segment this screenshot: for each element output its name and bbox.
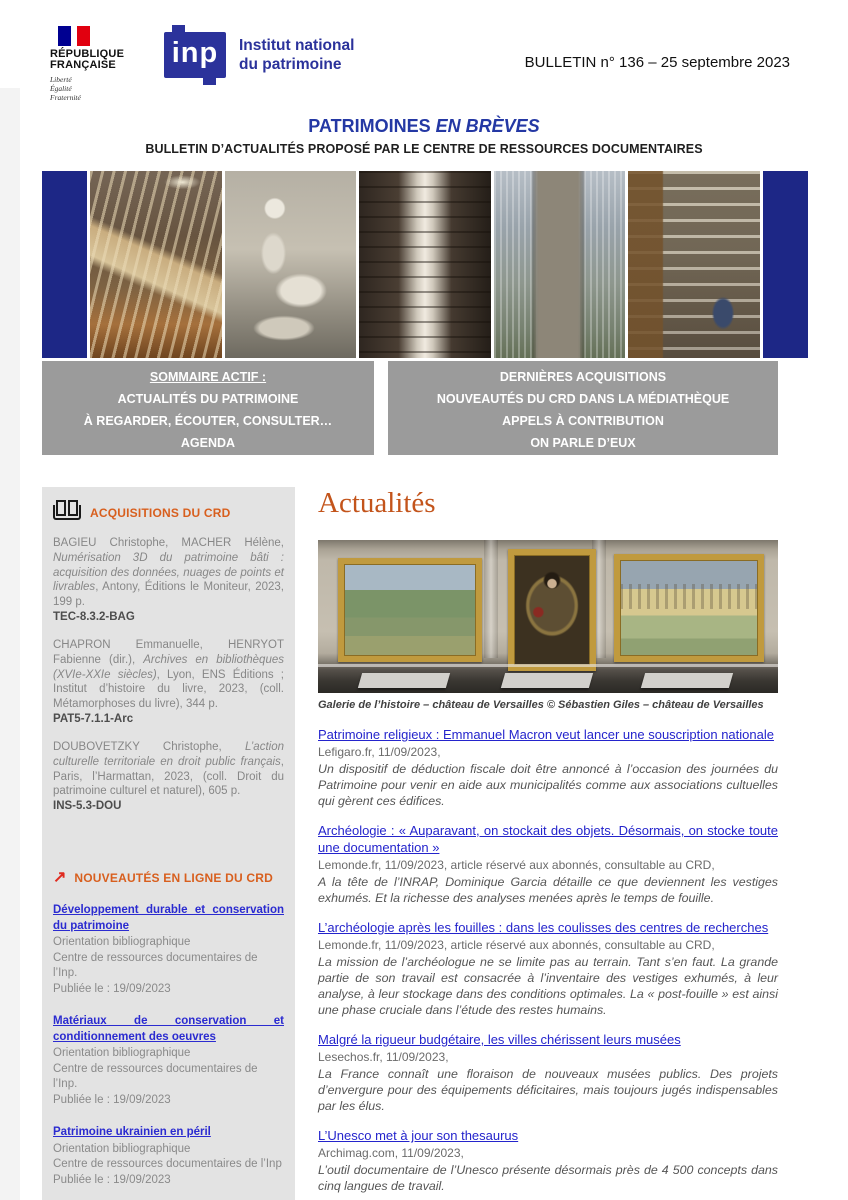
header [0,0,848,102]
display-lectern [358,673,450,688]
article-source: Lemonde.fr, 11/09/2023, article réservé aux abonnés, consultable au CRD, [318,858,715,872]
motto-text: Liberté Égalité Fraternité [50,75,81,102]
photo-conservation-workshop [628,171,760,358]
online-resource-link[interactable]: Patrimoine ukrainien en péril [53,1126,211,1139]
article-link[interactable]: Archéologie : « Auparavant, on stockait des objets. Désormais, on stocke toute une documentation » [318,823,778,855]
photo-archive-shelves [359,171,491,358]
article-source: Lefigaro.fr, 11/09/2023, [318,745,441,759]
resource-org: Centre de ressources documentaires de l’Inp. [53,951,258,980]
photo-strip [42,171,808,358]
wall-pilaster [484,540,498,658]
article-summary: La France connaît une floraison de nouveaux musées publics. Des projets d’envergure pour des équipements déficitaires, mais toujours jugés indispensables par les élus. [318,1067,778,1113]
resource-org: Centre de ressources documentaires de l’Inp [53,1158,282,1171]
article-summary: L’outil documentaire de l’Unesco présente désormais près de 4 500 concepts dans cinq langues de travail. [318,1163,778,1193]
resource-org: Centre de ressources documentaires de l’Inp. [53,1062,258,1091]
toc-item-nouveautes[interactable]: NOUVEAUTÉS DU CRD DANS LA MÉDIATHÈQUE [436,392,730,406]
page-title: Actualités [318,487,436,519]
french-flag-icon [58,26,90,46]
main-column [318,487,778,1200]
strip-left-bar [42,171,87,358]
newsletter-subtitle: BULLETIN D’ACTUALITÉS PROPOSÉ PAR LE CENTRE DE RESSOURCES DOCUMENTAIRES [145,142,703,156]
toc-item-onparle[interactable]: ON PARLE D’EUX [530,436,636,450]
table-of-contents [42,361,778,455]
resource-type: Orientation bibliographique [53,1142,191,1155]
open-book-icon [53,505,81,520]
painting-royal-portrait [508,549,596,671]
inp-logo-block [164,32,354,78]
article [318,822,778,906]
masthead [0,116,848,156]
online-resource-link[interactable]: Développement durable et conservation du patrimoine [53,904,284,932]
article-link[interactable]: L’Unesco met à jour son thesaurus [318,1128,519,1143]
toc-item-agenda[interactable]: AGENDA [180,436,236,450]
resource-date: Publiée le : 19/09/2023 [53,982,171,995]
toc-item-appels[interactable]: APPELS À CONTRIBUTION [502,414,664,428]
painting-palace-facade [614,554,764,662]
article-summary: La mission de l’archéologue ne se limite pas au terrain. Tant s’en faut. La grande partie de son travail est consacrée à l’inventaire des vestiges exhumés, à leur analyse, à leur stockage dans des conditions optimales. La « post-fouille » est ainsi une phase cruciale dans l’étude des restes humains. [318,955,778,1017]
article-source: Lesechos.fr, 11/09/2023, [318,1050,449,1064]
list-item [53,1013,284,1108]
inp-logo-icon: inp [164,32,226,78]
article-summary: Un dispositif de déduction fiscale doit être annoncé à l’occasion des journées du Patrimoine pour venir en aide aux municipalités comme aux associations cultuelles qui gèrent ces édifices. [318,762,778,808]
display-lectern [641,673,733,688]
republique-francaise-logo [50,26,136,102]
toc-item-regarder[interactable]: À REGARDER, ÉCOUTER, CONSULTER… [83,414,333,428]
toc-right-box [388,361,778,455]
toc-item-acquisitions[interactable]: DERNIÈRES ACQUISITIONS [499,370,667,384]
nouveautes-title: NOUVEAUTÉS EN LIGNE DU CRD [74,871,273,886]
call-number: PAT5-7.1.1-Arc [53,712,134,725]
article-source: Archimag.com, 11/09/2023, [318,1146,464,1160]
article-link[interactable]: Patrimoine religieux : Emmanuel Macron veut lancer une souscription nationale [318,727,774,742]
resource-type: Orientation bibliographique [53,1047,191,1060]
citation: CHAPRON Emmanuelle, HENRYOT Fabienne (dir.), Archives en bibliothèques (XVIe-XXIe siècles), Lyon, ENS Éditions ; Institut d’histoire du livre, 2023, (coll. Métamorphoses du livre), 344 p. [53,638,284,711]
citation: DOUBOVETZKY Christophe, L’action culturelle territoriale en droit public français, Paris, l’Harmattan, 2023, (coll. Droit du patrimoine culturel et naturel), 605 p. [53,740,284,798]
inp-name: Institut national du patrimoine [239,37,355,73]
call-number: INS-5.3-DOU [53,800,122,813]
toc-left-box [42,361,374,455]
acquisitions-header [53,505,284,520]
newsletter-title: PATRIMOINES EN BRÈVES [308,116,540,136]
article-source: Lemonde.fr, 11/09/2023, article réservé aux abonnés, consultable au CRD, [318,938,715,952]
sidebar [42,487,295,1200]
photo-gothic-spire [494,171,626,358]
article-link[interactable]: Malgré la rigueur budgétaire, les villes chérissent leurs musées [318,1032,681,1047]
strip-right-bar [763,171,808,358]
resource-date: Publiée le : 19/09/2023 [53,1093,171,1106]
toc-item-actualites[interactable]: ACTUALITÉS DU PATRIMOINE [117,392,299,406]
painting-gardens [338,558,482,662]
bulletin-number: BULLETIN n° 136 – 25 septembre 2023 [524,54,790,71]
list-item [53,902,284,997]
photo-caption: Galerie de l’histoire – château de Versailles © Sébastien Giles – château de Versailles [318,699,764,711]
photo-plaster-casts [225,171,357,358]
page-edge [0,88,20,1200]
resource-type: Orientation bibliographique [53,936,191,949]
content [42,487,810,1200]
republique-label: RÉPUBLIQUE FRANÇAISE [50,48,125,71]
display-lectern [501,673,593,688]
article [318,1031,778,1114]
arrow-up-right-icon: ↗ [53,869,67,887]
nouveautes-header [53,870,284,886]
call-number: TEC-8.3.2-BAG [53,610,135,623]
toc-title[interactable]: SOMMAIRE ACTIF : [149,370,267,384]
article [318,726,778,809]
article [318,919,778,1018]
photo-museum-skeleton [90,171,222,358]
online-resource-link[interactable]: Matériaux de conservation et conditionnement des oeuvres [53,1015,284,1043]
citation: BAGIEU Christophe, MACHER Hélène, Numérisation 3D du patrimoine bâti : acquisition des données, nuages de points et livrables, Antony, Éditions le Moniteur, 2023, 199 p. [53,537,284,609]
resource-date: Publiée le : 19/09/2023 [53,1173,171,1186]
gallery-ledge [318,664,778,667]
gallery-photo-versailles [318,540,778,693]
acquisitions-title: ACQUISITIONS DU CRD [90,505,231,520]
article-summary: A la tête de l’INRAP, Dominique Garcia détaille ce que deviennent les vestiges exhumés. Et la richesse des analyses menées après le temps de fouille. [318,875,778,905]
list-item [53,1124,284,1188]
article [318,1127,778,1194]
article-link[interactable]: L’archéologie après les fouilles : dans les coulisses des centres de recherches [318,920,769,935]
